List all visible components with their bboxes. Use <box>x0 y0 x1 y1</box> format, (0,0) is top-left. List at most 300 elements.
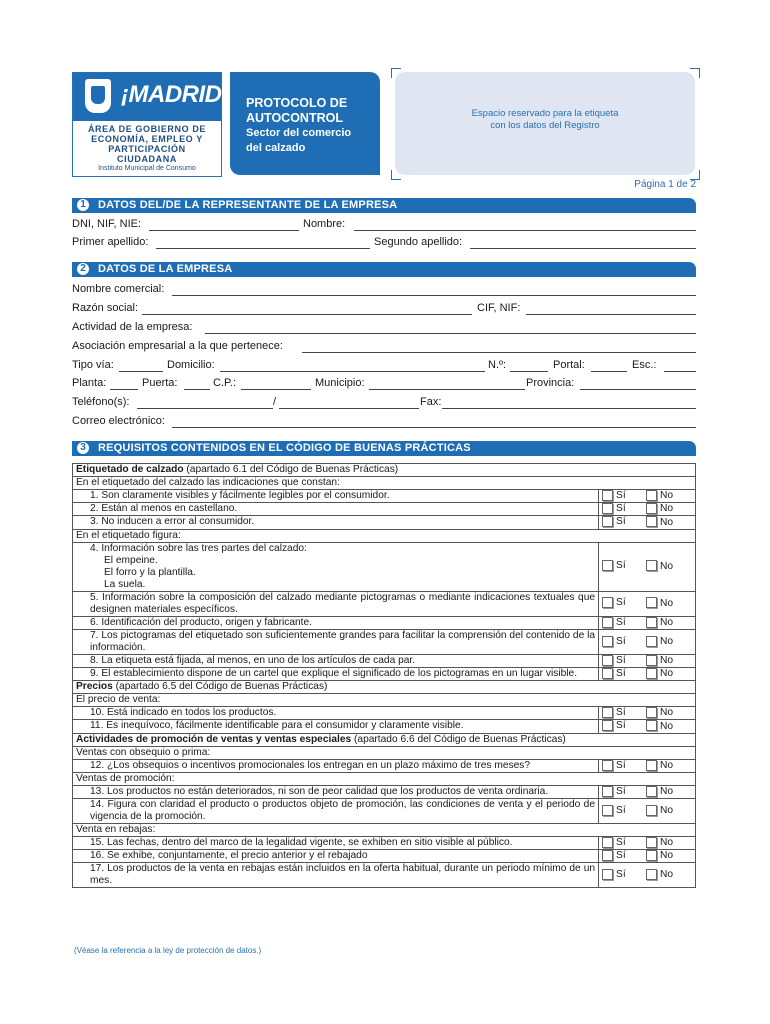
answer-cell <box>599 785 696 798</box>
option-si[interactable] <box>602 805 646 817</box>
madrid-crest-icon <box>85 79 111 113</box>
label-area-line1: Espacio reservado para la etiqueta <box>471 108 619 119</box>
actividad-row <box>72 321 696 337</box>
municipio-field[interactable] <box>369 389 525 390</box>
answer-options <box>602 720 692 732</box>
crop-corner-icon <box>690 68 700 78</box>
answer-options <box>602 516 692 528</box>
option-si[interactable] <box>602 869 646 881</box>
requirement-row <box>73 629 696 654</box>
question-cell <box>73 616 599 629</box>
nombre-field[interactable] <box>354 230 696 231</box>
checkbox-si[interactable] <box>602 617 613 628</box>
answer-cell <box>599 616 696 629</box>
answer-cell <box>599 759 696 772</box>
telefono-row <box>72 396 696 412</box>
option-si-label: Sí <box>616 850 626 862</box>
option-no-label: No <box>660 850 674 862</box>
provincia-label: Provincia: <box>526 377 575 389</box>
answer-cell <box>599 863 696 888</box>
numero-field[interactable] <box>510 371 548 372</box>
question-text: 8. La etiqueta está fijada, al menos, en uno de los artículos de cada par. <box>90 654 416 666</box>
option-si-label: Sí <box>616 560 626 572</box>
checkbox-no[interactable] <box>646 805 657 816</box>
option-no[interactable] <box>646 837 673 848</box>
question-cell <box>73 591 599 616</box>
checkbox-no[interactable] <box>646 636 657 647</box>
asociacion-field[interactable] <box>302 352 696 353</box>
page-number: Página 1 de 2 <box>634 179 696 190</box>
requirement-row <box>73 746 696 759</box>
subheading-cell: El precio de venta: <box>73 694 696 707</box>
requirement-row <box>73 798 696 823</box>
checkbox-no[interactable] <box>646 655 657 666</box>
checkbox-si[interactable] <box>602 760 613 771</box>
question-text: 6. Identificación del producto, origen y fabricante. <box>90 616 312 628</box>
option-si-label: Sí <box>616 707 626 719</box>
answer-cell <box>599 490 696 503</box>
requirement-row <box>73 720 696 733</box>
telefono-label: Teléfono(s): <box>72 396 130 408</box>
option-si-label: Sí <box>616 759 626 771</box>
requirement-row <box>73 654 696 667</box>
checkbox-si[interactable] <box>602 786 613 797</box>
question-text: 2. Están al menos en castellano. <box>90 503 238 515</box>
protocol-sub-line1: Sector del comercio <box>246 127 352 139</box>
question-cell <box>73 516 599 529</box>
requirement-row <box>73 850 696 863</box>
requirement-row <box>73 477 696 490</box>
section-title: REQUISITOS CONTENIDOS EN EL CÓDIGO DE BUENAS PRÁCTICAS <box>98 442 471 454</box>
answer-options <box>602 560 692 572</box>
heading-bold: Actividades de promoción de ventas y ventas especiales <box>76 733 352 745</box>
checkbox-si[interactable] <box>602 707 613 718</box>
option-si-label: Sí <box>616 804 626 816</box>
option-si[interactable] <box>602 786 646 798</box>
checkbox-no[interactable] <box>646 786 657 797</box>
razon-social-field[interactable] <box>142 314 472 315</box>
section-heading-cell <box>73 464 696 477</box>
option-si[interactable] <box>602 707 646 719</box>
crop-corner-icon <box>391 170 401 180</box>
section-number: 1 <box>77 199 89 211</box>
fax-label: Fax: <box>420 396 442 408</box>
option-no[interactable] <box>646 668 673 679</box>
portal-field[interactable] <box>591 371 627 372</box>
question-cell <box>73 863 599 888</box>
option-si-label: Sí <box>616 503 626 515</box>
registry-label-area <box>395 72 695 175</box>
planta-row <box>72 377 696 393</box>
checkbox-no[interactable] <box>646 516 657 527</box>
question-text: 5. Información sobre la composición del calzado mediante pictogramas o mediante indicaciones textuales que designen materiales específicos. <box>90 591 596 615</box>
requirement-row <box>73 616 696 629</box>
razon-social-label: Razón social: <box>72 302 139 314</box>
section-1-header <box>72 198 696 213</box>
requirement-row <box>73 863 696 888</box>
option-no[interactable] <box>646 805 673 816</box>
question-cell <box>73 667 599 680</box>
planta-label: Planta: <box>72 377 107 389</box>
requirement-row <box>73 516 696 529</box>
heading-reference: (apartado 6.5 del Código de Buenas Prácticas) <box>112 681 328 693</box>
option-no-label: No <box>660 804 674 816</box>
option-no[interactable] <box>646 490 673 501</box>
logo-wordmark: ¡MADRID! <box>121 81 229 108</box>
question-cell <box>73 785 599 798</box>
option-si[interactable] <box>602 837 646 849</box>
option-si[interactable] <box>602 668 646 680</box>
question-cell <box>73 720 599 733</box>
option-no[interactable] <box>646 707 673 718</box>
question-text: 7. Los pictogramas del etiquetado son suficientemente grandes para facilitar la comprensión del contenido de la información. <box>90 629 596 653</box>
checkbox-no[interactable] <box>646 837 657 848</box>
requirements-table <box>72 463 696 888</box>
asociacion-row <box>72 340 696 356</box>
option-no[interactable] <box>646 561 673 572</box>
answer-options <box>602 655 692 667</box>
answer-cell <box>599 516 696 529</box>
requirement-row <box>73 503 696 516</box>
question-subitem: La suela. <box>104 578 146 590</box>
checkbox-si[interactable] <box>602 490 613 501</box>
answer-options <box>602 805 692 817</box>
option-no[interactable] <box>646 517 673 528</box>
section-number: 3 <box>77 442 89 454</box>
checkbox-si[interactable] <box>602 560 613 571</box>
logo-band <box>73 73 229 121</box>
razon-social-row <box>72 302 696 318</box>
option-no[interactable] <box>646 786 673 797</box>
option-no[interactable] <box>646 503 673 514</box>
question-text: 14. Figura con claridad el producto o productos objeto de promoción, las condiciones de venta y el periodo de vigencia de la promoción. <box>90 798 596 822</box>
crop-corner-icon <box>391 68 401 78</box>
protocol-title-line1: PROTOCOLO DE <box>246 96 348 110</box>
nombre-comercial-label: Nombre comercial: <box>72 283 165 295</box>
asociacion-label: Asociación empresarial a la que pertenece: <box>72 340 283 352</box>
option-si[interactable] <box>602 490 646 502</box>
option-si[interactable] <box>602 720 646 732</box>
option-no-label: No <box>660 503 674 515</box>
correo-label: Correo electrónico: <box>72 415 165 427</box>
checkbox-no[interactable] <box>646 490 657 501</box>
nombre-comercial-field[interactable] <box>172 295 696 296</box>
question-cell <box>73 759 599 772</box>
esc-field[interactable] <box>664 371 696 372</box>
cif-label: CIF, NIF: <box>477 302 521 314</box>
option-si-label: Sí <box>616 837 626 849</box>
question-cell <box>73 654 599 667</box>
option-no[interactable] <box>646 598 673 609</box>
question-cell <box>73 503 599 516</box>
option-si[interactable] <box>602 617 646 629</box>
option-no-label: No <box>660 785 674 797</box>
nombre-label: Nombre: <box>303 218 346 230</box>
checkbox-si[interactable] <box>602 597 613 608</box>
option-no-label: No <box>660 560 674 572</box>
checkbox-no[interactable] <box>646 850 657 861</box>
label-area-line2: con los datos del Registro <box>490 120 600 131</box>
requirement-row <box>73 542 696 591</box>
option-si-label: Sí <box>616 720 626 732</box>
requirements-body <box>73 464 696 888</box>
question-text: 10. Está indicado en todos los productos. <box>90 707 277 719</box>
checkbox-si[interactable] <box>602 869 613 880</box>
checkbox-si[interactable] <box>602 837 613 848</box>
section-number: 2 <box>77 263 89 275</box>
section-2-header <box>72 262 696 277</box>
protocol-title-line2: AUTOCONTROL <box>246 111 343 125</box>
checkbox-no[interactable] <box>646 707 657 718</box>
answer-cell <box>599 667 696 680</box>
checkbox-si[interactable] <box>602 516 613 527</box>
correo-row <box>72 415 696 431</box>
checkbox-si[interactable] <box>602 503 613 514</box>
question-cell <box>73 707 599 720</box>
question-text: 9. El establecimiento dispone de un cartel que explique el significado de los pictogramas en un lugar visible. <box>90 667 578 679</box>
answer-options <box>602 617 692 629</box>
option-no-label: No <box>660 635 674 647</box>
option-si-label: Sí <box>616 597 626 609</box>
cif-field[interactable] <box>526 314 696 315</box>
checkbox-si[interactable] <box>602 720 613 731</box>
requirement-row <box>73 490 696 503</box>
option-no-label: No <box>660 837 674 849</box>
correo-field[interactable] <box>172 427 696 428</box>
requirement-row <box>73 733 696 746</box>
domicilio-label: Domicilio: <box>167 359 215 371</box>
answer-cell <box>599 798 696 823</box>
option-si-label: Sí <box>616 490 626 502</box>
option-no-label: No <box>660 759 674 771</box>
section-title: DATOS DE LA EMPRESA <box>98 263 233 275</box>
option-si-label: Sí <box>616 635 626 647</box>
checkbox-si[interactable] <box>602 668 613 679</box>
requirement-row <box>73 591 696 616</box>
subheading-cell: En el etiquetado del calzado las indicaciones que constan: <box>73 477 696 490</box>
requirement-row <box>73 667 696 680</box>
apellidos-row <box>72 236 696 252</box>
dni-field[interactable] <box>149 230 299 231</box>
footnote: (Véase la referencia a la ley de protección de datos.) <box>74 946 262 955</box>
question-text: 3. No inducen a error al consumidor. <box>90 516 255 528</box>
option-si[interactable] <box>602 850 646 862</box>
area-gobierno-text: ÁREA DE GOBIERNO DE ECONOMÍA, EMPLEO Y PARTICIPACIÓN CIUDADANA <box>87 124 207 164</box>
option-si-label: Sí <box>616 869 626 881</box>
question-subitem: El empeine. <box>104 554 158 566</box>
checkbox-no[interactable] <box>646 668 657 679</box>
option-si[interactable] <box>602 560 646 572</box>
option-no-label: No <box>660 668 674 680</box>
option-no-label: No <box>660 597 674 609</box>
requirement-row <box>73 772 696 785</box>
heading-bold: Precios <box>76 681 113 693</box>
protocol-title-box <box>230 72 380 175</box>
checkbox-no[interactable] <box>646 560 657 571</box>
answer-options <box>602 837 692 849</box>
option-si[interactable] <box>602 655 646 667</box>
tipo-via-label: Tipo vía: <box>72 359 114 371</box>
fax-field[interactable] <box>442 408 696 409</box>
question-text: 13. Los productos no están deteriorados, ni son de peor calidad que los productos de venta ordinaria. <box>90 785 549 797</box>
cp-field[interactable] <box>241 389 311 390</box>
requirement-row <box>73 759 696 772</box>
option-si-label: Sí <box>616 516 626 528</box>
question-text: 16. Se exhibe, conjuntamente, el precio anterior y el rebajado <box>90 850 368 862</box>
option-no-label: No <box>660 616 674 628</box>
requirement-row <box>73 464 696 477</box>
question-text: 12. ¿Los obsequios o incentivos promocionales los entregan en un plazo máximo de tres meses? <box>90 759 531 771</box>
planta-field[interactable] <box>110 389 138 390</box>
checkbox-no[interactable] <box>646 760 657 771</box>
option-no[interactable] <box>646 636 673 647</box>
answer-options <box>602 786 692 798</box>
question-cell <box>73 836 599 849</box>
option-si-label: Sí <box>616 616 626 628</box>
provincia-field[interactable] <box>580 389 696 390</box>
checkbox-si[interactable] <box>602 850 613 861</box>
question-subitem: El forro y la plantilla. <box>104 566 196 578</box>
answer-cell <box>599 503 696 516</box>
municipio-label: Municipio: <box>315 377 365 389</box>
checkbox-si[interactable] <box>602 805 613 816</box>
checkbox-si[interactable] <box>602 655 613 666</box>
question-cell <box>73 798 599 823</box>
answer-cell <box>599 850 696 863</box>
section-title: DATOS DEL/DE LA REPRESENTANTE DE LA EMPRESA <box>98 199 398 211</box>
telefono-slash: / <box>273 396 277 408</box>
option-si[interactable] <box>602 503 646 515</box>
answer-cell <box>599 720 696 733</box>
segundo-apellido-label: Segundo apellido: <box>374 236 463 248</box>
requirement-row <box>73 785 696 798</box>
option-si[interactable] <box>602 516 646 528</box>
subheading-cell: Ventas de promoción: <box>73 772 696 785</box>
option-no-label: No <box>660 490 674 502</box>
option-si[interactable] <box>602 597 646 609</box>
answer-options <box>602 668 692 680</box>
option-si-label: Sí <box>616 654 626 666</box>
question-text: 1. Son claramente visibles y fácilmente legibles por el consumidor. <box>90 490 390 501</box>
heading-reference: (apartado 6.6 del Código de Buenas Prácticas) <box>351 733 566 745</box>
requirement-row <box>73 707 696 720</box>
heading-bold: Etiquetado de calzado <box>76 464 184 475</box>
numero-label: N.º: <box>488 359 507 371</box>
madrid-logo <box>72 72 229 177</box>
answer-options <box>602 636 692 648</box>
checkbox-no[interactable] <box>646 503 657 514</box>
question-cell <box>73 542 599 591</box>
tipo-via-field[interactable] <box>119 371 163 372</box>
answer-options <box>602 503 692 515</box>
heading-reference: (apartado 6.1 del Código de Buenas Prácticas) <box>183 464 399 475</box>
checkbox-no[interactable] <box>646 869 657 880</box>
option-no[interactable] <box>646 850 673 861</box>
checkbox-no[interactable] <box>646 617 657 628</box>
telefono-2-field[interactable] <box>279 408 419 409</box>
option-no-label: No <box>660 707 674 719</box>
domicilio-field[interactable] <box>220 371 485 372</box>
option-no-label: No <box>660 720 674 732</box>
section-3-header <box>72 441 696 456</box>
portal-label: Portal: <box>553 359 585 371</box>
requirement-row <box>73 694 696 707</box>
subheading-cell: Venta en rebajas: <box>73 823 696 836</box>
question-cell <box>73 850 599 863</box>
subheading-cell: En el etiquetado figura: <box>73 529 696 542</box>
answer-options <box>602 490 692 502</box>
requirement-row <box>73 681 696 694</box>
option-no[interactable] <box>646 617 673 628</box>
direccion-row <box>72 359 696 375</box>
nombre-comercial-row <box>72 283 696 299</box>
requirement-row <box>73 836 696 849</box>
checkbox-no[interactable] <box>646 720 657 731</box>
puerta-field[interactable] <box>184 389 210 390</box>
actividad-label: Actividad de la empresa: <box>72 321 193 333</box>
answer-options <box>602 760 692 772</box>
answer-cell <box>599 591 696 616</box>
answer-cell <box>599 629 696 654</box>
option-no[interactable] <box>646 760 673 771</box>
option-si[interactable] <box>602 636 646 648</box>
answer-cell <box>599 707 696 720</box>
option-si-label: Sí <box>616 785 626 797</box>
answer-cell <box>599 654 696 667</box>
question-text: 17. Los productos de la venta en rebajas están incluidos en la oferta habitual, durante un periodo mínimo de un mes. <box>90 863 596 887</box>
requirement-row <box>73 823 696 836</box>
segundo-apellido-field[interactable] <box>470 248 696 249</box>
question-text: 11. Es inequívoco, fácilmente identificable para el consumidor y claramente visible. <box>90 720 464 732</box>
question-cell <box>73 490 599 503</box>
primer-apellido-field[interactable] <box>156 248 370 249</box>
option-no[interactable] <box>646 869 673 880</box>
option-no[interactable] <box>646 655 673 666</box>
subheading-cell: Ventas con obsequio o prima: <box>73 746 696 759</box>
instituto-text: Instituto Municipal de Consumo <box>98 165 196 172</box>
option-no-label: No <box>660 654 674 666</box>
section-heading-cell <box>73 733 696 746</box>
answer-options <box>602 850 692 862</box>
esc-label: Esc.: <box>632 359 657 371</box>
dni-label: DNI, NIF, NIE: <box>72 218 142 230</box>
question-text: 15. Las fechas, dentro del marco de la legalidad vigente, se exhiben en sitio visible al público. <box>90 836 513 848</box>
answer-options <box>602 707 692 719</box>
option-si[interactable] <box>602 760 646 772</box>
question-cell <box>73 629 599 654</box>
checkbox-si[interactable] <box>602 636 613 647</box>
answer-options <box>602 869 692 881</box>
dni-row <box>72 218 696 234</box>
option-no-label: No <box>660 516 674 528</box>
cp-label: C.P.: <box>213 377 237 389</box>
option-no-label: No <box>660 869 674 881</box>
answer-cell <box>599 542 696 591</box>
protocol-sub-line2: del calzado <box>246 142 306 154</box>
puerta-label: Puerta: <box>142 377 178 389</box>
question-text: 4. Información sobre las tres partes del calzado: <box>90 542 307 554</box>
primer-apellido-label: Primer apellido: <box>72 236 149 248</box>
answer-options <box>602 597 692 609</box>
answer-cell <box>599 836 696 849</box>
actividad-field[interactable] <box>205 333 696 334</box>
option-si-label: Sí <box>616 668 626 680</box>
telefono-1-field[interactable] <box>137 408 273 409</box>
section-heading-cell <box>73 681 696 694</box>
requirement-row <box>73 529 696 542</box>
checkbox-no[interactable] <box>646 597 657 608</box>
option-no[interactable] <box>646 721 673 732</box>
